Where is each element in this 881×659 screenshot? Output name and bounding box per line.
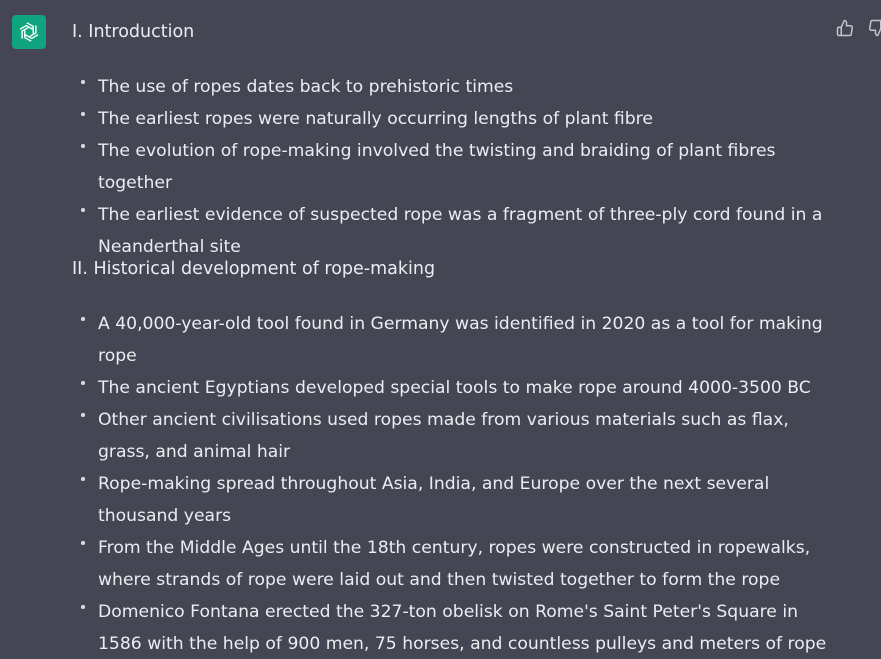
section-heading-introduction: I. Introduction xyxy=(72,22,195,42)
openai-logo-icon xyxy=(17,20,41,44)
list-item: Other ancient civilisations used ropes made from various materials such as flax, grass, and animal hair xyxy=(72,404,832,468)
list-item: From the Middle Ages until the 18th century, ropes were constructed in ropewalks, where strands of rope were laid out and then twisted together to form the rope xyxy=(72,532,832,596)
thumbs-up-button[interactable] xyxy=(835,18,855,38)
assistant-avatar xyxy=(12,15,46,49)
list-item: A 40,000-year-old tool found in Germany was identified in 2020 as a tool for making rope xyxy=(72,308,832,372)
thumbs-up-icon xyxy=(836,19,854,37)
thumbs-down-icon xyxy=(868,19,881,37)
historical-development-bullet-list xyxy=(72,308,832,659)
message-feedback xyxy=(835,18,881,38)
list-item: Domenico Fontana erected the 327-ton obelisk on Rome's Saint Peter's Square in 1586 with the help of 900 men, 75 horses, and countless pulleys and meters of rope xyxy=(72,596,832,659)
list-item: The evolution of rope-making involved the twisting and braiding of plant fibres together xyxy=(72,135,832,199)
thumbs-down-button[interactable] xyxy=(867,18,881,38)
list-item: Rope-making spread throughout Asia, India, and Europe over the next several thousand years xyxy=(72,468,832,532)
introduction-bullet-list xyxy=(72,71,832,263)
list-item: The earliest evidence of suspected rope was a fragment of three-ply cord found in a Neanderthal site xyxy=(72,199,832,263)
section-heading-historical-development: II. Historical development of rope-making xyxy=(72,259,436,279)
list-item: The earliest ropes were naturally occurring lengths of plant fibre xyxy=(72,103,832,135)
list-item: The ancient Egyptians developed special tools to make rope around 4000-3500 BC xyxy=(72,372,832,404)
list-item: The use of ropes dates back to prehistoric times xyxy=(72,71,832,103)
